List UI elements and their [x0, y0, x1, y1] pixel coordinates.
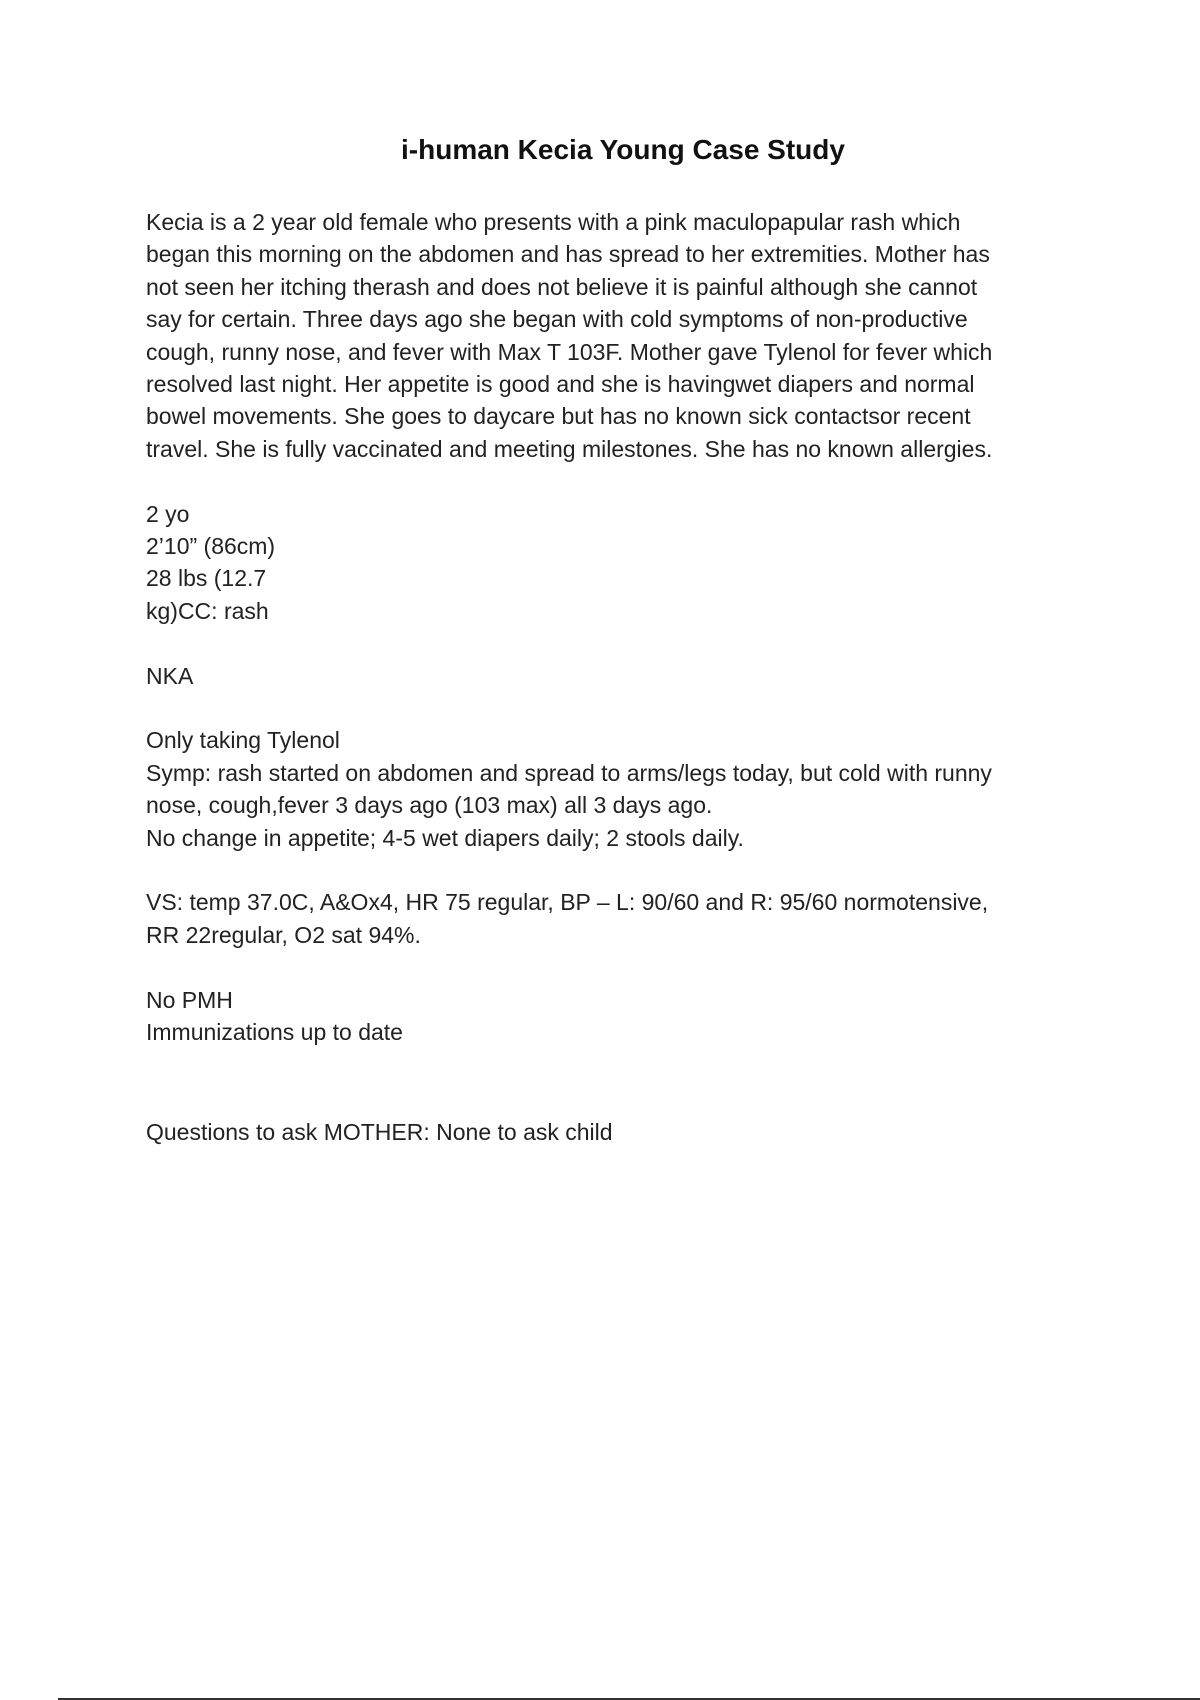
spacer: [146, 627, 1076, 659]
intro-line: bowel movements. She goes to daycare but has no known sick contactsor recent: [146, 403, 971, 430]
weight-text: 28 lbs (12.7: [146, 565, 267, 592]
vitals-text: RR 22regular, O2 sat 94%.: [146, 921, 421, 948]
spacer: [146, 951, 1076, 983]
intro-line: resolved last night. Her appetite is good and she is havingwet diapers and normal: [146, 371, 975, 398]
spacer: [146, 854, 1076, 886]
age-text: 2 yo: [146, 500, 190, 527]
weight-chief-complaint-text: kg)CC: rash: [146, 597, 269, 624]
intro-line: began this morning on the abdomen and has spread to her extremities. Mother has: [146, 241, 990, 268]
intro-line: Kecia is a 2 year old female who presents with a pink maculopapular rash which: [146, 209, 961, 235]
intro-line: not seen her itching therash and does not believe it is painful although she cannot: [146, 273, 978, 300]
medications-text: Only taking Tylenol: [146, 727, 340, 754]
document-body: [146, 206, 1076, 1149]
intro-paragraph: [146, 206, 1076, 465]
history-block: [146, 984, 1076, 1049]
demographics-block: [146, 498, 1076, 628]
symptoms-text: Symp: rash started on abdomen and spread to arms/legs today, but cold with runny: [146, 759, 992, 786]
meds-symptoms-block: [146, 724, 1076, 854]
allergies-block: [146, 660, 1076, 692]
intro-line: say for certain. Three days ago she began with cold symptoms of non-productive: [146, 306, 968, 333]
intro-line: travel. She is fully vaccinated and meeting milestones. She has no known allergies.: [146, 435, 993, 462]
allergies-text: NKA: [146, 662, 194, 689]
vitals-block: [146, 886, 1076, 951]
pmh-text: No PMH: [146, 986, 233, 1013]
questions-block: [146, 1116, 1076, 1148]
vitals-text: VS: temp 37.0C, A&Ox4, HR 75 regular, BP – L: 90/60 and R: 95/60 normotensive,: [146, 889, 989, 916]
spacer: [146, 692, 1076, 724]
document-title: i-human Kecia Young Case Study: [401, 134, 845, 165]
intro-line: cough, runny nose, and fever with Max T 103F. Mother gave Tylenol for fever which: [146, 338, 993, 365]
symptoms-text: nose, cough,fever 3 days ago (103 max) all 3 days ago.: [146, 792, 713, 819]
spacer: [146, 1048, 1076, 1116]
spacer: [146, 465, 1076, 497]
questions-text: Questions to ask MOTHER: None to ask child: [146, 1119, 613, 1146]
immunizations-text: Immunizations up to date: [146, 1019, 403, 1046]
height-text: 2’10” (86cm): [146, 533, 276, 560]
appetite-text: No change in appetite; 4-5 wet diapers daily; 2 stools daily.: [146, 824, 744, 851]
